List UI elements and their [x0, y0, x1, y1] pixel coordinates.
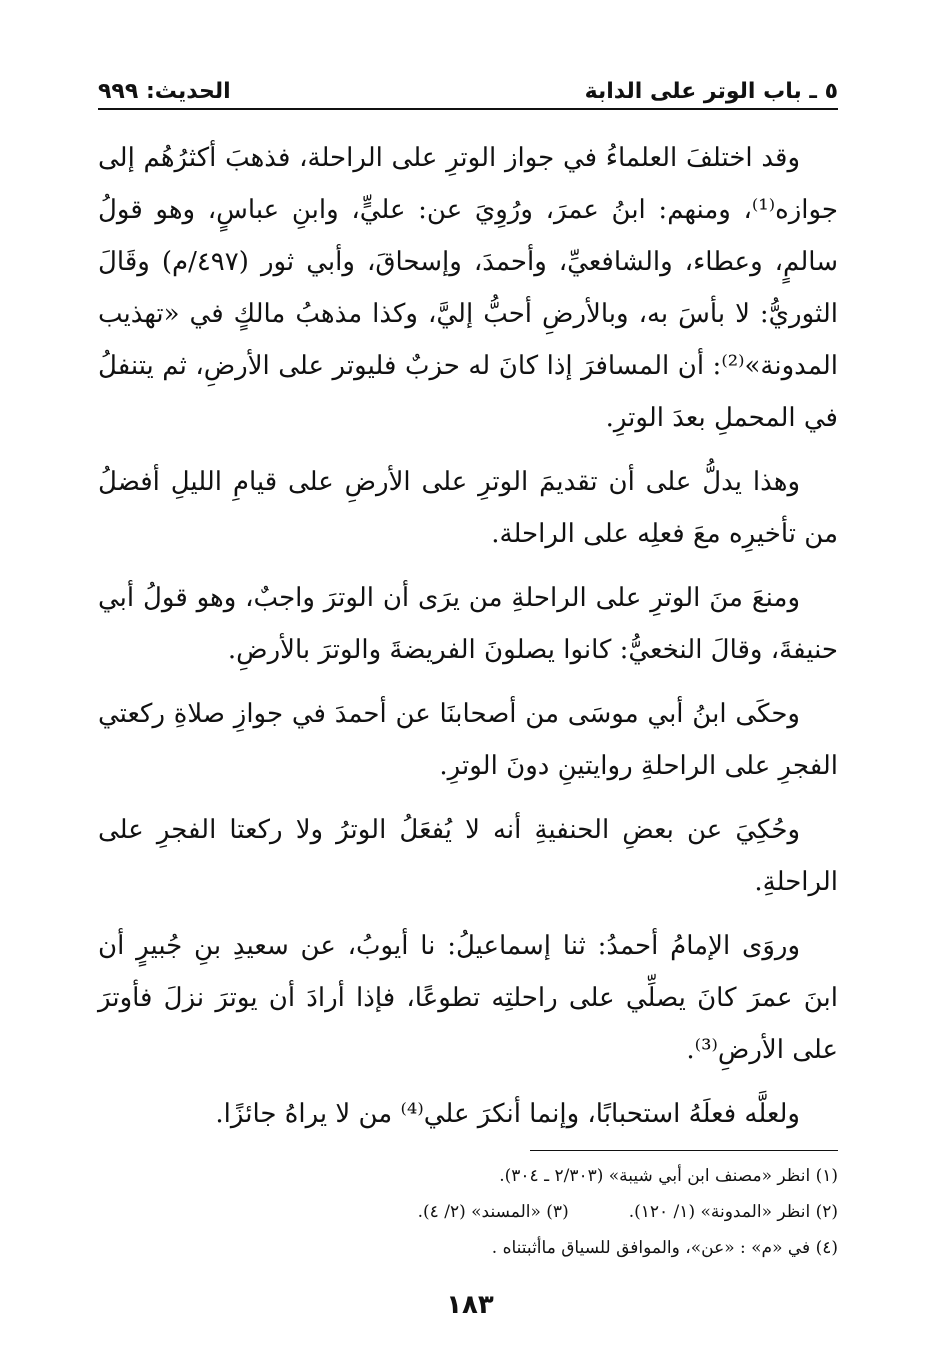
chapter-title: ٥ ـ باب الوتر على الدابة: [584, 79, 838, 104]
footnotes: [98, 1158, 838, 1266]
main-text: [98, 132, 838, 1152]
paragraph: وهذا يدلُّ على أن تقديمَ الوترِ على الأرضِ على قيامِ الليلِ أفضلُ من تأخيرِه معَ فعلِه على الراحلة.: [98, 467, 838, 549]
page-number: ١٨٣: [446, 1290, 494, 1320]
footnote: (٢) انظر «المدونة» (١/ ١٢٠).: [628, 1202, 838, 1222]
paragraph: وحكَى ابنُ أبي موسَى من أصحابنَا عن أحمدَ في جوازِ صلاةِ ركعتي الفجرِ على الراحلةِ روايتينِ دونَ الوترِ.: [98, 699, 838, 781]
footnote: (٣) «المسند» (٢/ ٤).: [417, 1202, 569, 1222]
running-header: [98, 70, 838, 110]
hadith-number: الحديث: ٩٩٩: [98, 79, 231, 104]
paragraph: ولعلَّه فعلَهُ استحبابًا، وإنما أنكرَ علي⁽⁴⁾ من لا يراهُ جائزًا.: [215, 1099, 800, 1129]
paragraph: ومنعَ منَ الوترِ على الراحلةِ من يرَى أن الوترَ واجبٌ، وهو قولُ أبي حنيفةَ، وقالَ النخعيُّ: كانوا يصلونَ الفريضةَ والوترَ بالأرضِ.: [98, 583, 838, 665]
paragraph: وحُكِيَ عن بعضِ الحنفيةِ أنه لا يُفعَلُ الوترُ ولا ركعتا الفجرِ على الراحلةِ.: [98, 815, 838, 897]
footnote-divider: [530, 1150, 838, 1151]
footnote: (٤) في «م» : «عن»، والموافق للسياق ماأثبتناه .: [491, 1238, 838, 1258]
paragraph: وقد اختلفَ العلماءُ في جواز الوترِ على الراحلة، فذهبَ أكثرُهُم إلى جوازه⁽¹⁾، ومنهم: ابنُ عمرَ، ورُوِيَ عن: عليٍّ، وابنِ عباسٍ، وهو قولُ سالمٍ، وعطاء، والشافعيِّ، وأحمدَ، وإسحاقَ، وأبي ثور (٤٩٧/م) وقَالَ الثوريُّ: لا بأسَ به، وبالأرضِ أحبُّ إليَّ، وكذا مذهبُ مالكٍ في «تهذيب المدونة»⁽²⁾: أن المسافرَ إذا كانَ له حزبٌ فليوتر على الأرضِ، ثم يتنفلُ في المحملِ بعدَ الوترِ.: [98, 143, 838, 433]
footnote-line: [98, 1194, 838, 1230]
paragraph: وروَى الإمامُ أحمدُ: ثنا إسماعيلُ: نا أيوبُ، عن سعيدِ بنِ جُبيرٍ أن ابنَ عمرَ كانَ يصلِّي على راحلتِه تطوعًا، فإذا أرادَ أن يوترَ نزلَ فأوترَ على الأرضِ⁽³⁾.: [98, 931, 838, 1065]
footnote: (١) انظر «مصنف ابن أبي شيبة» (٢/٣٠٣ ـ ٣٠٤).: [499, 1166, 838, 1186]
